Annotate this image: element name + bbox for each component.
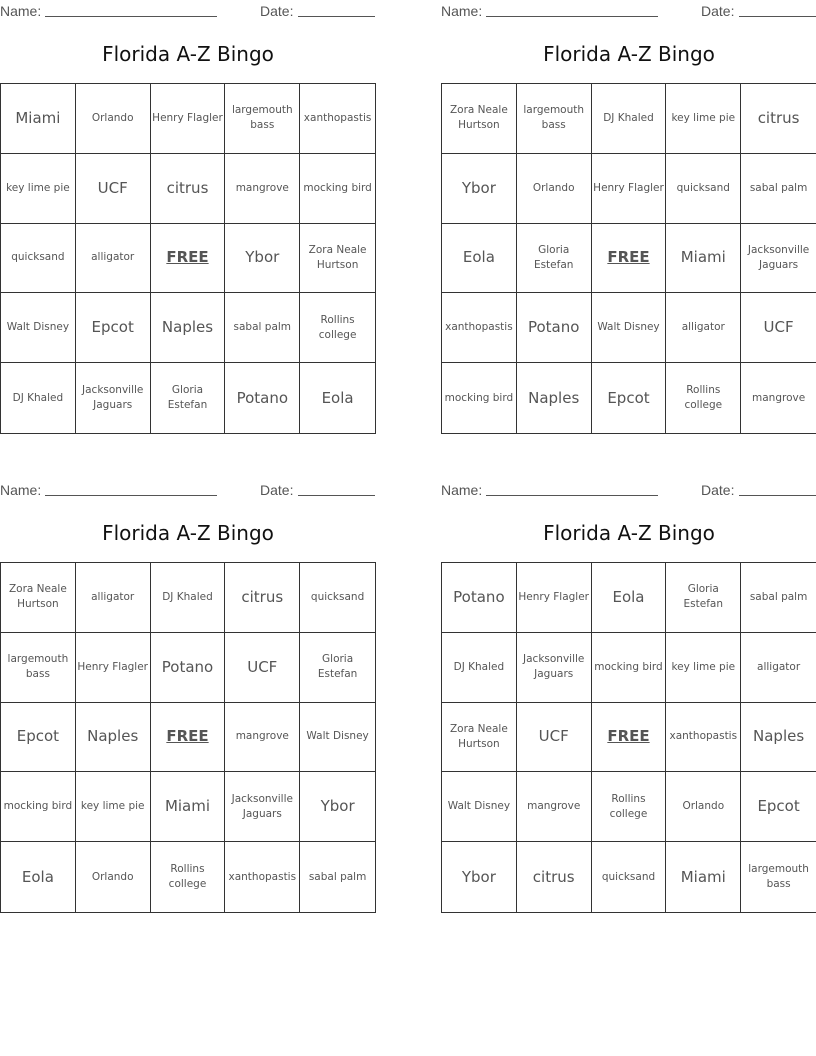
bingo-cell[interactable]: sabal palm <box>741 154 816 224</box>
card-title: Florida A-Z Bingo <box>102 521 274 545</box>
bingo-cell[interactable]: largemouth bass <box>225 84 300 154</box>
bingo-cell[interactable]: quicksand <box>300 563 375 633</box>
bingo-cell[interactable]: DJ Khaled <box>592 84 667 154</box>
bingo-card <box>441 479 816 913</box>
bingo-cell[interactable]: mangrove <box>225 154 300 224</box>
bingo-cell[interactable]: Potano <box>151 633 226 703</box>
bingo-cell[interactable]: citrus <box>741 84 816 154</box>
bingo-cell[interactable]: Potano <box>225 363 300 433</box>
bingo-cell[interactable]: Gloria Estefan <box>300 633 375 703</box>
bingo-cell[interactable]: DJ Khaled <box>151 563 226 633</box>
bingo-cell[interactable]: UCF <box>517 703 592 773</box>
bingo-cell[interactable]: Henry Flagler <box>76 633 151 703</box>
bingo-cell[interactable]: mangrove <box>752 391 806 404</box>
name-label: Name: <box>441 3 483 19</box>
bingo-cell[interactable]: Rollins college <box>151 842 226 912</box>
date-label: Date: <box>701 482 735 498</box>
card-title: Florida A-Z Bingo <box>102 42 274 66</box>
date-label: Date: <box>260 482 294 498</box>
name-label: Name: <box>0 3 42 19</box>
bingo-cell[interactable]: Gloria Estefan <box>517 224 592 294</box>
bingo-cell[interactable]: alligator <box>741 633 816 703</box>
bingo-cell[interactable]: mocking bird <box>592 633 667 703</box>
bingo-cell[interactable]: Eola <box>321 388 354 407</box>
bingo-cell[interactable]: Zora Neale Hurtson <box>1 563 76 633</box>
bingo-cell[interactable]: mangrove <box>517 772 592 842</box>
bingo-cell[interactable]: Naples <box>76 703 151 773</box>
bingo-cell[interactable]: citrus <box>151 154 226 224</box>
bingo-cell[interactable]: Miami <box>666 224 741 294</box>
bingo-cell[interactable]: Ybor <box>300 772 375 842</box>
bingo-cell[interactable]: key lime pie <box>1 154 76 224</box>
bingo-cell[interactable]: Eola <box>1 842 76 912</box>
bingo-cell[interactable]: Orlando <box>76 842 151 912</box>
card-header <box>441 0 816 22</box>
card-title: Florida A-Z Bingo <box>543 42 715 66</box>
bingo-cell[interactable]: xanthopastis <box>300 84 375 154</box>
bingo-cell[interactable]: DJ Khaled <box>1 363 76 433</box>
bingo-cell[interactable]: Henry Flagler <box>592 154 667 224</box>
bingo-card <box>0 479 376 913</box>
bingo-cell[interactable]: largemouth bass <box>748 863 809 891</box>
free-space[interactable]: FREE <box>592 224 667 294</box>
bingo-cell[interactable]: Naples <box>517 363 592 433</box>
date-field[interactable] <box>739 481 816 496</box>
free-space[interactable]: FREE <box>151 224 226 294</box>
bingo-cell[interactable]: Rollins college <box>666 363 741 433</box>
bingo-cell[interactable]: quicksand <box>666 154 741 224</box>
bingo-cell[interactable]: citrus <box>517 842 592 912</box>
bingo-cell[interactable]: Zora Neale Hurtson <box>300 224 375 294</box>
bingo-cell[interactable]: Orlando <box>76 84 151 154</box>
bingo-cell[interactable]: Ybor <box>225 224 300 294</box>
bingo-cell[interactable]: sabal palm <box>225 293 300 363</box>
bingo-cell[interactable]: Gloria Estefan <box>151 363 226 433</box>
bingo-card <box>0 0 376 434</box>
bingo-cell[interactable]: Henry Flagler <box>151 84 226 154</box>
bingo-cell[interactable]: citrus <box>225 563 300 633</box>
bingo-cell[interactable]: Epcot <box>592 363 667 433</box>
free-space[interactable]: FREE <box>151 703 226 773</box>
bingo-card <box>441 0 816 434</box>
name-field[interactable] <box>45 2 217 17</box>
bingo-cell[interactable]: UCF <box>76 154 151 224</box>
free-space[interactable]: FREE <box>592 703 667 773</box>
bingo-cell[interactable]: Epcot <box>741 772 816 842</box>
card-header <box>0 479 376 501</box>
bingo-cell[interactable]: Epcot <box>1 703 76 773</box>
bingo-cell[interactable]: mocking bird <box>300 154 375 224</box>
card-header <box>0 0 376 22</box>
bingo-cell[interactable]: largemouth bass <box>1 633 76 703</box>
bingo-cell[interactable]: Potano <box>442 563 517 633</box>
bingo-grid <box>0 562 376 913</box>
date-field[interactable] <box>298 481 375 496</box>
bingo-cell[interactable]: Rollins college <box>300 293 375 363</box>
bingo-cell[interactable]: xanthopastis <box>225 842 300 912</box>
bingo-cell[interactable]: alligator <box>76 563 151 633</box>
bingo-cell[interactable]: quicksand <box>592 842 667 912</box>
name-field[interactable] <box>486 2 658 17</box>
bingo-cell[interactable]: Eola <box>592 563 667 633</box>
bingo-cell[interactable]: Miami <box>151 772 226 842</box>
date-label: Date: <box>701 3 735 19</box>
bingo-cell[interactable]: DJ Khaled <box>442 633 517 703</box>
bingo-cell[interactable]: largemouth bass <box>517 84 592 154</box>
bingo-cell[interactable]: Miami <box>1 84 76 154</box>
bingo-cell[interactable]: sabal palm <box>308 870 367 883</box>
bingo-cell[interactable]: Zora Neale Hurtson <box>442 703 517 773</box>
bingo-cell[interactable]: xanthopastis <box>666 703 741 773</box>
bingo-cell[interactable]: Walt Disney <box>1 293 76 363</box>
bingo-cell[interactable]: Jacksonville Jaguars <box>76 363 151 433</box>
bingo-cell[interactable]: Miami <box>666 842 741 912</box>
bingo-cell[interactable]: mocking bird <box>1 772 76 842</box>
bingo-cell[interactable]: Rollins college <box>592 772 667 842</box>
bingo-cell[interactable]: alligator <box>666 293 741 363</box>
bingo-cell[interactable]: Orlando <box>517 154 592 224</box>
card-title: Florida A-Z Bingo <box>543 521 715 545</box>
bingo-cell[interactable]: Gloria Estefan <box>666 563 741 633</box>
bingo-cell[interactable]: Potano <box>517 293 592 363</box>
bingo-cell[interactable]: Zora Neale Hurtson <box>442 84 517 154</box>
name-field[interactable] <box>45 481 217 496</box>
bingo-cell[interactable]: Henry Flagler <box>517 563 592 633</box>
bingo-cell[interactable]: key lime pie <box>666 633 741 703</box>
bingo-cell[interactable]: Walt Disney <box>300 703 375 773</box>
bingo-cell[interactable]: Jacksonville Jaguars <box>225 772 300 842</box>
bingo-cell[interactable]: Orlando <box>666 772 741 842</box>
bingo-cell[interactable]: Walt Disney <box>442 772 517 842</box>
bingo-cell[interactable]: mocking bird <box>442 363 517 433</box>
card-header <box>441 479 816 501</box>
bingo-grid <box>441 562 816 913</box>
bingo-cell[interactable]: alligator <box>76 224 151 294</box>
bingo-cell[interactable]: UCF <box>741 293 816 363</box>
bingo-cell[interactable]: Eola <box>442 224 517 294</box>
bingo-cell[interactable]: mangrove <box>225 703 300 773</box>
bingo-cell[interactable]: Jacksonville Jaguars <box>741 224 816 294</box>
bingo-cell[interactable]: Walt Disney <box>592 293 667 363</box>
date-field[interactable] <box>739 2 816 17</box>
name-label: Name: <box>441 482 483 498</box>
bingo-cell[interactable]: xanthopastis <box>442 293 517 363</box>
bingo-cell[interactable]: Ybor <box>442 154 517 224</box>
bingo-cell[interactable]: Epcot <box>76 293 151 363</box>
bingo-cell[interactable]: key lime pie <box>76 772 151 842</box>
bingo-cell[interactable]: Jacksonville Jaguars <box>517 633 592 703</box>
bingo-cell[interactable]: Naples <box>151 293 226 363</box>
name-label: Name: <box>0 482 42 498</box>
bingo-cell[interactable]: sabal palm <box>741 563 816 633</box>
bingo-cell[interactable]: Naples <box>741 703 816 773</box>
name-field[interactable] <box>486 481 658 496</box>
bingo-cell[interactable]: key lime pie <box>666 84 741 154</box>
bingo-grid <box>441 83 816 434</box>
bingo-cell[interactable]: quicksand <box>1 224 76 294</box>
date-field[interactable] <box>298 2 375 17</box>
bingo-cell[interactable]: UCF <box>225 633 300 703</box>
bingo-cell[interactable]: Ybor <box>442 842 517 912</box>
date-label: Date: <box>260 3 294 19</box>
bingo-grid <box>0 83 376 434</box>
